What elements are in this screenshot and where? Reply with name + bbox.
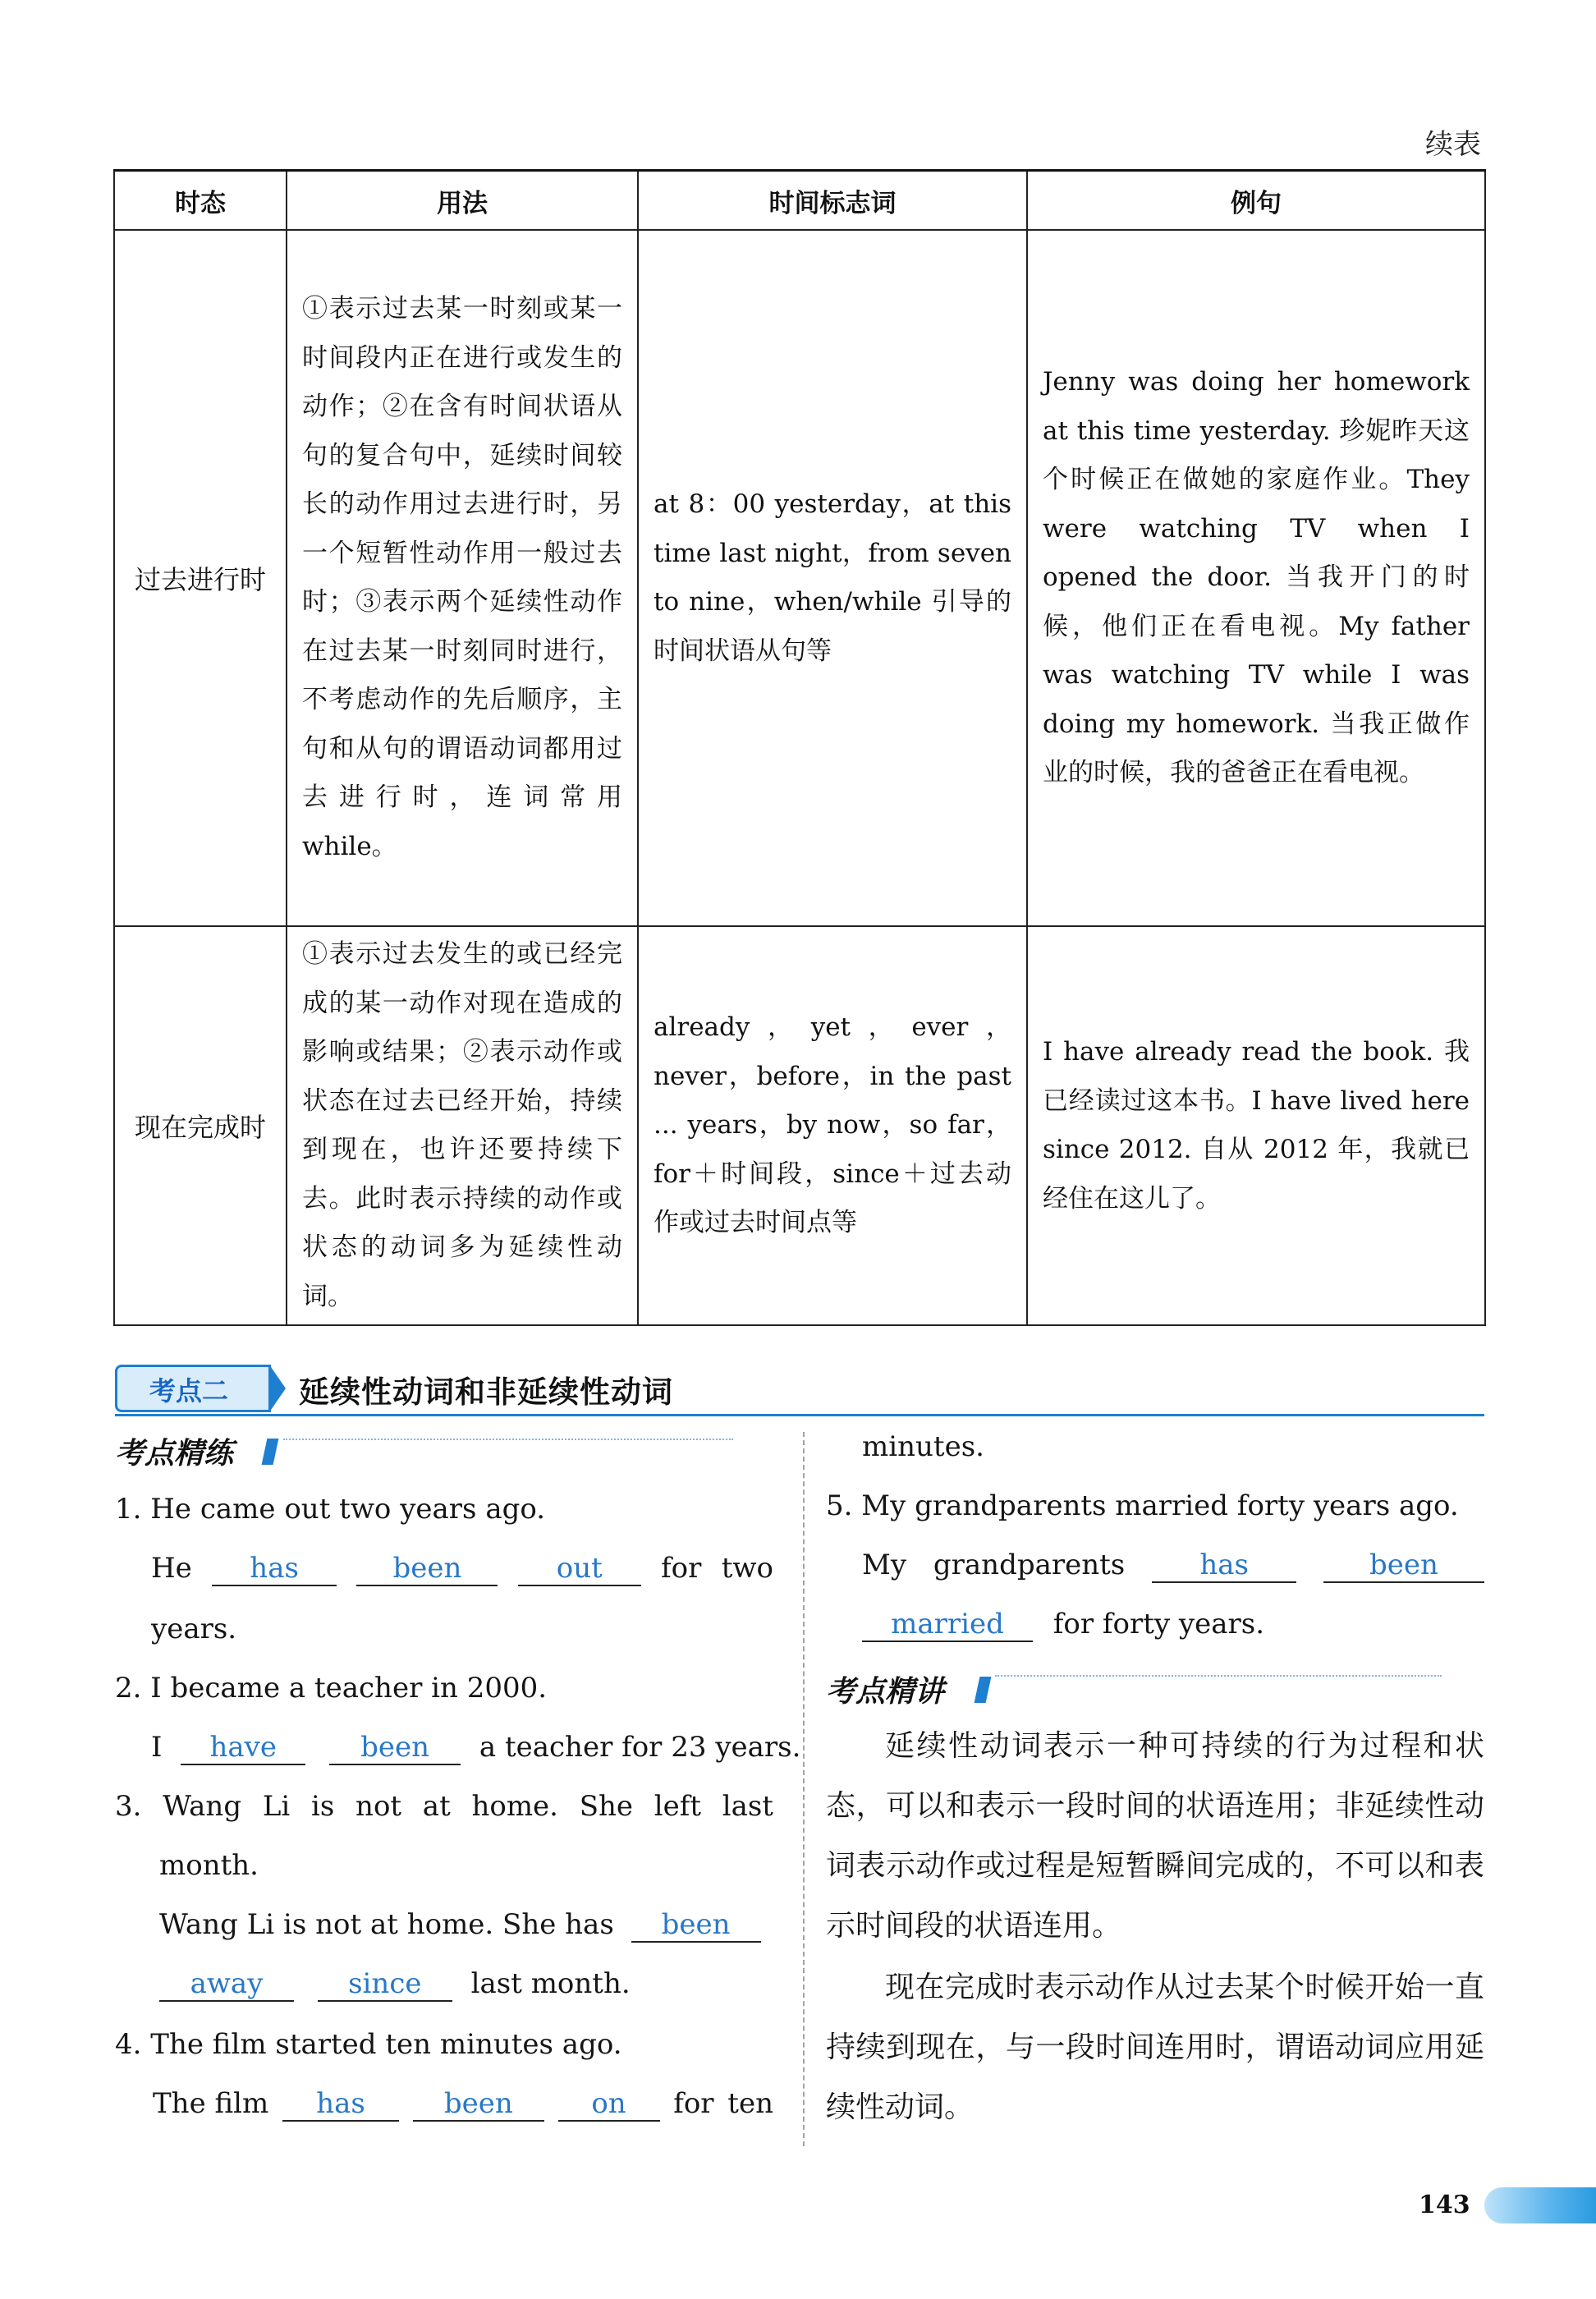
question-word: home. <box>471 1790 558 1823</box>
question-4-answer-end: minutes. <box>862 1430 984 1463</box>
question-word: last <box>722 1790 773 1823</box>
answer-blank[interactable]: have <box>181 1731 305 1765</box>
question-number: 3. <box>115 1790 142 1823</box>
answer-blank[interactable]: been <box>631 1908 761 1943</box>
explanation-heading-mark <box>975 1677 992 1703</box>
section-badge-arrow <box>269 1365 286 1412</box>
answer-text: grandparents <box>933 1549 1126 1581</box>
answer-blank[interactable]: been <box>356 1552 498 1586</box>
practice-heading-mark <box>262 1439 279 1465</box>
column-divider <box>803 1432 805 2146</box>
question-1-answer <box>151 1552 773 1586</box>
practice-heading: 考点精练 <box>115 1437 234 1471</box>
question-word: left <box>654 1790 701 1823</box>
answer-text: Wang Li is not at home. She has <box>159 1908 614 1941</box>
tense-cell: 现在完成时 <box>114 926 287 1325</box>
practice-heading-dots <box>283 1439 733 1440</box>
table-row <box>114 230 1485 926</box>
examples-cell: I have already read the book. 我已经读过这本书。I have lived here since 2012. 自从 2012 年，我就已经住在这儿了。 <box>1027 926 1485 1325</box>
usage-cell: ①表示过去发生的或已经完成的某一动作对现在造成的影响或结果；②表示动作或状态在过去已经开始，持续到现在，也许还要持续下去。此时表示持续的动作或状态的动词多为延续性动词。 <box>287 926 638 1325</box>
answer-text: ten <box>727 2087 773 2120</box>
section-rule <box>115 1414 1484 1416</box>
explanation-heading: 考点精讲 <box>826 1675 945 1709</box>
usage-cell: ①表示过去某一时刻或某一时间段内正在进行或发生的动作；②在含有时间状语从句的复合句中，延续时间较长的动作用过去进行时，另一个短暂性动作用一般过去时；③表示两个延续性动作在过去某一时刻同时进行，不考虑动作的先后顺序，主句和从句的谓语动词都用过去进行时，连词常用 while。 <box>287 230 638 926</box>
header-time-markers: 时间标志词 <box>638 171 1027 231</box>
page-number-bar <box>1484 2187 1596 2223</box>
question-number: 4. <box>115 2028 142 2061</box>
answer-blank[interactable]: has <box>212 1552 337 1586</box>
answer-blank[interactable]: been <box>329 1731 461 1765</box>
question-word: She <box>579 1790 634 1823</box>
answer-text: for forty years. <box>1053 1608 1265 1641</box>
header-usage: 用法 <box>287 171 638 231</box>
question-word: is <box>311 1790 335 1823</box>
answer-blank[interactable]: been <box>1323 1549 1484 1583</box>
answer-blank[interactable]: away <box>159 1967 294 2002</box>
explanation-paragraph-1: 延续性动词表示一种可持续的行为过程和状态，可以和表示一段时间的状语连用；非延续性动词表示动作或过程是短暂瞬间完成的，不可以和表示时间段的状语连用。 <box>826 1729 1484 1943</box>
question-2-answer <box>151 1731 800 1765</box>
question-3-prompt <box>115 1790 773 1823</box>
section-badge: 考点二 <box>115 1365 271 1412</box>
question-number: 1. <box>115 1493 142 1526</box>
grammar-table <box>113 169 1486 1326</box>
answer-blank[interactable]: on <box>558 2087 660 2122</box>
question-text: He came out two years ago. <box>150 1493 546 1526</box>
answer-text: two <box>721 1552 773 1585</box>
explanation-heading-dots <box>995 1675 1442 1677</box>
question-word: not <box>355 1790 402 1823</box>
time-markers-cell: already，yet，ever，never，before，in the past ... years，by now，so far，for＋时间段，since＋过去动作或过去时间点等 <box>638 926 1027 1325</box>
question-word: Li <box>262 1790 291 1823</box>
tense-cell: 过去进行时 <box>114 230 287 926</box>
time-markers-cell: at 8：00 yesterday，at this time last night，from seven to nine，when/while 引导的时间状语从句等 <box>638 230 1027 926</box>
question-3-answer <box>159 1908 761 1943</box>
question-text: The film started ten minutes ago. <box>150 2028 622 2061</box>
answer-text: a teacher for 23 years. <box>479 1731 801 1764</box>
question-3-answer-cont <box>159 1967 631 2002</box>
explanation-paragraph-2: 现在完成时表示动作从过去某个时候开始一直持续到现在，与一段时间连用时，谓语动词应用延续性动词。 <box>826 1971 1484 2124</box>
question-1-answer-end: years. <box>151 1613 237 1645</box>
examples-cell: Jenny was doing her homework at this time yesterday. 珍妮昨天这个时候正在做她的家庭作业。They were watching TV when I opened the door. 当我开门的时候，他们正在看电视。My father was watching TV while I was doing my homework. 当我正做作业的时候，我的爸爸正在看电视。 <box>1027 230 1485 926</box>
answer-blank[interactable]: since <box>318 1967 452 2002</box>
continued-label: 续表 <box>1425 128 1481 161</box>
answer-blank[interactable]: married <box>862 1608 1033 1642</box>
header-tense: 时态 <box>114 171 287 231</box>
question-5-prompt <box>826 1489 1459 1522</box>
question-text: I became a teacher in 2000. <box>150 1672 548 1705</box>
question-2-prompt <box>115 1672 547 1705</box>
question-1-prompt <box>115 1493 545 1526</box>
question-3-prompt-end: month. <box>159 1849 259 1882</box>
table-row <box>114 926 1485 1325</box>
page-number: 143 <box>1419 2191 1470 2219</box>
answer-text: He <box>151 1552 192 1585</box>
question-word: at <box>422 1790 451 1823</box>
answer-text: I <box>151 1731 163 1764</box>
question-word: Wang <box>163 1790 242 1823</box>
header-examples: 例句 <box>1027 171 1485 231</box>
answer-text: My <box>862 1549 907 1581</box>
question-4-answer <box>153 2087 773 2122</box>
answer-blank[interactable]: has <box>282 2087 399 2122</box>
answer-blank[interactable]: out <box>518 1552 641 1586</box>
answer-text: for <box>661 1552 702 1585</box>
question-5-answer <box>862 1549 1484 1583</box>
answer-text: for <box>673 2087 714 2120</box>
answer-blank[interactable]: has <box>1152 1549 1296 1583</box>
answer-text: The film <box>153 2087 269 2120</box>
answer-blank[interactable]: been <box>413 2087 544 2122</box>
question-number: 2. <box>115 1672 142 1705</box>
question-number: 5. <box>826 1489 853 1522</box>
question-5-answer-cont <box>862 1608 1264 1642</box>
question-4-prompt <box>115 2028 622 2061</box>
answer-text: last month. <box>470 1967 631 2000</box>
section-title: 延续性动词和非延续性动词 <box>299 1374 673 1410</box>
question-text: My grandparents married forty years ago. <box>861 1489 1459 1522</box>
